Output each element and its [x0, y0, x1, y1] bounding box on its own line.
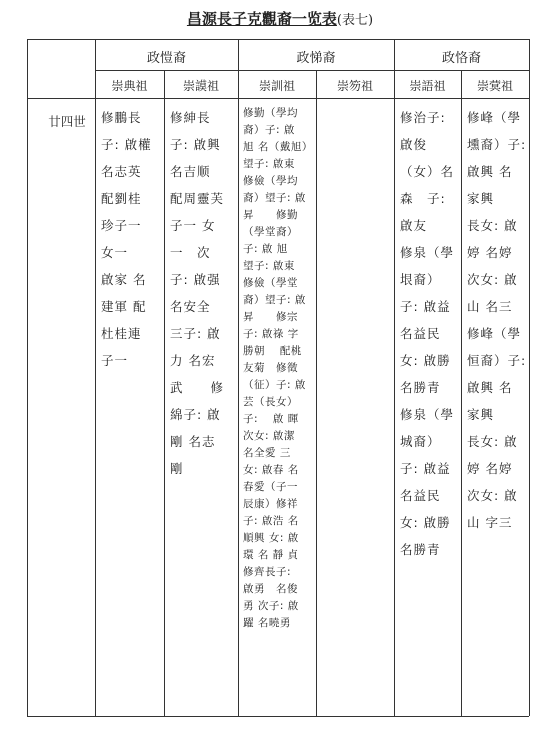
entry-line: 順興 女: 啟 — [243, 532, 299, 544]
entry-line: 修泉（學 — [400, 407, 455, 422]
entry-line: 啟家 名 — [101, 272, 147, 287]
branch-header-2: 政悌裔 — [296, 51, 336, 66]
entry-line: 修勤（學均 — [243, 107, 298, 119]
entries-chongyu — [400, 104, 460, 563]
col-divider-4 — [316, 70, 317, 716]
entry-line: 家興 — [467, 407, 495, 422]
entry-line: （學堂裔） — [243, 226, 298, 238]
entry-line: 子: 啟益 — [400, 461, 451, 476]
entry-line: 春愛（子一 — [243, 481, 298, 493]
entry-line: 修峰（學 — [467, 326, 522, 341]
ancestor-header-2: 崇謨祖 — [182, 79, 219, 93]
entry-line: 子一 女 — [170, 218, 216, 233]
entry-line: 修鵬長 — [101, 110, 142, 125]
title-paren: (表七) — [336, 13, 374, 28]
col-divider-5 — [394, 39, 395, 716]
entry-line: 剛 名志 — [170, 434, 216, 449]
entry-line: 珍子一 — [101, 218, 142, 233]
entry-line: 城裔） — [400, 434, 441, 449]
header-divider — [95, 70, 529, 71]
col-divider-6 — [461, 70, 462, 716]
entry-line: 啟友 — [400, 218, 428, 233]
entry-line: 家興 — [467, 191, 495, 206]
entry-line: 配劉桂 — [101, 191, 142, 206]
entry-line: 名志英 — [101, 164, 142, 179]
entry-line: 啟勇 名俊 — [243, 583, 298, 595]
entry-line: 修紳長 — [170, 110, 211, 125]
ancestor-header-1: 崇典祖 — [111, 79, 148, 93]
col-divider-1 — [95, 39, 96, 716]
table-title — [0, 8, 560, 29]
ancestor-header-6: 崇蓂祖 — [476, 79, 513, 93]
entry-line: 子: 啟祿 字 — [243, 328, 299, 340]
ancestor-header-3: 崇訓祖 — [258, 79, 295, 93]
entry-line: 修治子: — [400, 110, 446, 125]
entry-line: 名益民 — [400, 488, 441, 503]
entry-line: 婷 名婷 — [467, 245, 513, 260]
entry-line: 望子: 啟東 — [243, 260, 295, 272]
entry-line: 望子: 啟東 — [243, 158, 295, 170]
entry-line: 女一 — [101, 245, 129, 260]
entry-line: 修儉（學堂 — [243, 277, 298, 289]
subheader-divider — [27, 98, 529, 99]
entry-line: 勝朝 配桃 — [243, 345, 302, 357]
title-text: 昌源長子克觀裔一览表 — [186, 10, 337, 28]
entry-line: 子: 啟 旭 — [243, 243, 288, 255]
entry-line: 子: 啟强 — [170, 272, 221, 287]
entry-line: 啟興 名 — [467, 380, 513, 395]
entry-line: 女: 啟勝 — [400, 515, 451, 530]
entry-line: 一 次 — [170, 245, 211, 260]
entry-line: 芸（長女） — [243, 396, 298, 408]
entry-line: 名安全 — [170, 299, 211, 314]
entry-line: 山 名三 — [467, 299, 513, 314]
entry-line: 環 名 靜 貞 — [243, 549, 299, 561]
entries-chongming — [467, 104, 528, 536]
entry-line: 友菊 修徵 — [243, 362, 298, 374]
entry-line: 名全愛 三 — [243, 447, 291, 459]
entry-line: 子: 啟權 — [101, 137, 152, 152]
entry-line: 旭 名（戴旭） — [243, 141, 313, 153]
table-left-border — [27, 39, 28, 716]
entries-chongdian — [101, 104, 163, 374]
entry-line: 啟俊 — [400, 137, 428, 152]
entry-line: 修峰（學 — [467, 110, 522, 125]
branch-header-1: 政愷裔 — [146, 51, 186, 66]
entry-line: 三子: 啟 — [170, 326, 221, 341]
entry-line: 森 子: — [400, 191, 446, 206]
branch-header-3: 政恪裔 — [441, 51, 481, 66]
entry-line: 名吉顺 — [170, 164, 211, 179]
entry-line: 山 字三 — [467, 515, 513, 530]
entry-line: 辰康）修祥 — [243, 498, 298, 510]
entry-line: 武 修 — [170, 380, 225, 395]
entry-line: 子: 啟興 — [170, 137, 221, 152]
entry-line: 次女: 啟 — [467, 272, 518, 287]
entry-line: 長女: 啟 — [467, 218, 518, 233]
entry-line: 剛 — [170, 461, 184, 476]
entry-line: 配周靈芙 — [170, 191, 225, 206]
entry-line: 綿子: 啟 — [170, 407, 221, 422]
entry-line: （征）子: 啟 — [243, 379, 306, 391]
entry-line: 子: 啟 暉 — [243, 413, 299, 425]
entry-line: 裔）子: 啟 — [243, 124, 295, 136]
entry-line: 昇 修勤 — [243, 209, 298, 221]
entry-line: 名勝青 — [400, 542, 441, 557]
entry-line: 杜桂連 — [101, 326, 142, 341]
entry-line: 恒裔）子: — [467, 353, 527, 368]
entry-line: （女）名 — [400, 164, 455, 179]
entry-line: 修齊長子: — [243, 566, 292, 578]
entry-line: 女: 啟勝 — [400, 353, 451, 368]
entry-line: 建軍 配 — [101, 299, 147, 314]
ancestor-header-4: 崇笏祖 — [336, 79, 373, 93]
col-divider-3 — [238, 39, 239, 716]
entry-line: 勇 次子: 啟 — [243, 600, 299, 612]
entry-line: 裔）望子: 啟 — [243, 192, 306, 204]
entry-line: 壎裔）子: — [467, 137, 527, 152]
entry-line: 力 名宏 — [170, 353, 216, 368]
entry-line: 次女: 啟 — [467, 488, 518, 503]
entry-line: 躍 名曉勇 — [243, 617, 291, 629]
entry-line: 昇 修宗 — [243, 311, 298, 323]
entry-line: 啟興 名 — [467, 164, 513, 179]
entry-line: 修儉（學均 — [243, 175, 298, 187]
table-right-border — [529, 39, 530, 716]
generation-label: 廿四世 — [48, 114, 86, 129]
entry-line: 名益民 — [400, 326, 441, 341]
entry-line: 子一 — [101, 353, 129, 368]
entry-line: 名勝青 — [400, 380, 441, 395]
entry-line: 垠裔） — [400, 272, 441, 287]
entries-chongxun — [243, 106, 315, 633]
table-top-border — [27, 39, 529, 40]
entry-line: 子: 啟益 — [400, 299, 451, 314]
entry-line: 次女: 啟潔 — [243, 430, 295, 442]
entry-line: 長女: 啟 — [467, 434, 518, 449]
col-divider-2 — [164, 70, 165, 716]
entry-line: 修泉（學 — [400, 245, 455, 260]
entries-chongmo — [170, 104, 237, 482]
entry-line: 子: 啟浩 名 — [243, 515, 299, 527]
entry-line: 婷 名婷 — [467, 461, 513, 476]
entry-line: 女: 啟春 名 — [243, 464, 299, 476]
ancestor-header-5: 崇語祖 — [409, 79, 446, 93]
table-bottom-border — [27, 716, 529, 717]
entry-line: 裔）望子: 啟 — [243, 294, 306, 306]
